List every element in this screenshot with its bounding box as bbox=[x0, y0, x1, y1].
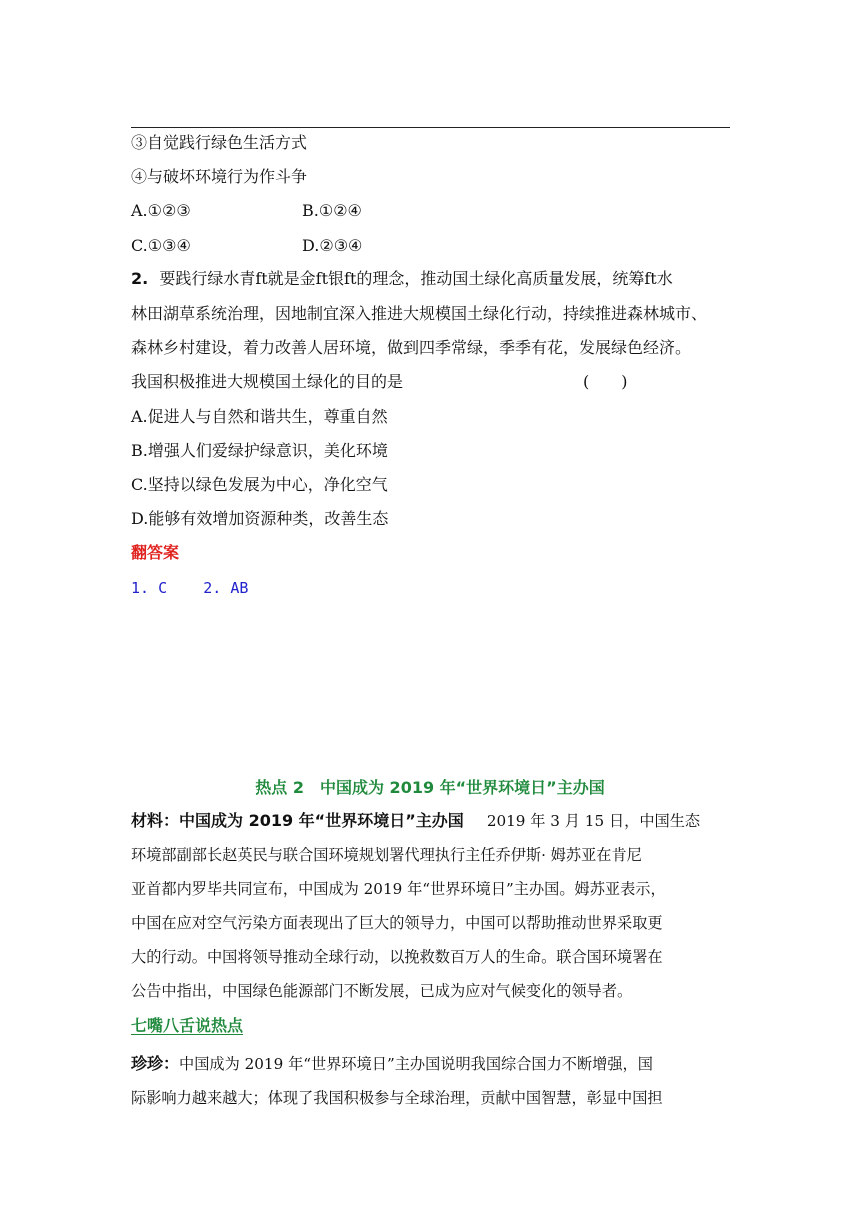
q2-choice-c: C.坚持以绿色发展为中心，净化空气 bbox=[131, 475, 388, 494]
speech-line-2: 际影响力越来越大；体现了我国积极参与全球治理，贡献中国智慧，彰显中国担 bbox=[131, 1089, 663, 1107]
question-2-line-2: 林田湖草系统治理，因地制宜深入推进大规模国土绿化行动，持续推进森林城市、 bbox=[131, 304, 708, 323]
material-line-5: 大的行动。中国将领导推动全球行动，以挽救数百万人的生命。联合国环境署在 bbox=[131, 948, 663, 966]
choice-b: B.①②④ bbox=[302, 201, 362, 220]
answer-values: 1. C 2. AB bbox=[131, 579, 249, 597]
header-rule bbox=[131, 127, 730, 128]
material-label: 材料：中国成为 2019 年“世界环境日”主办国 bbox=[131, 811, 464, 830]
q2-choice-a: A.促进人与自然和谐共生，尊重自然 bbox=[131, 407, 388, 426]
question-2-line-4: 我国积极推进大规模国土绿化的目的是 ( ) bbox=[131, 372, 628, 391]
material-line-6: 公告中指出，中国绿色能源部门不断发展，已成为应对气候变化的领导者。 bbox=[131, 982, 633, 1000]
hotspot-title: 热点 2 中国成为 2019 年“世界环境日”主办国 bbox=[255, 778, 605, 797]
choice-a: A.①②③ bbox=[131, 201, 191, 220]
discussion-heading: 七嘴八舌说热点 bbox=[131, 1016, 244, 1035]
choice-c: C.①③④ bbox=[131, 236, 191, 255]
material-line-4: 中国在应对空气污染方面表现出了巨大的领导力，中国可以帮助推动世界采取更 bbox=[131, 914, 663, 932]
choice-d: D.②③④ bbox=[302, 236, 363, 255]
question-2-line-3: 森林乡村建设，着力改善人居环境，做到四季常绿，季季有花，发展绿色经济。 bbox=[131, 338, 692, 357]
q2-choice-b: B.增强人们爱绿护绿意识，美化环境 bbox=[131, 441, 388, 460]
question-2-line-1: 2. 要践行绿水青ft就是金ft银ft的理念，推动国土绿化高质量发展，统筹ft水 bbox=[131, 269, 673, 288]
speaker-label: 珍珍： bbox=[131, 1054, 180, 1073]
option-item-3: ③自觉践行绿色生活方式 bbox=[131, 133, 308, 152]
q2-choice-d: D.能够有效增加资源种类，改善生态 bbox=[131, 509, 389, 528]
question-number: 2. bbox=[131, 269, 149, 288]
speech-line-1: 珍珍：中国成为 2019 年“世界环境日”主办国说明我国综合国力不断增强，国 bbox=[131, 1054, 653, 1073]
option-item-4: ④与破坏环境行为作斗争 bbox=[131, 167, 308, 186]
material-line-1: 材料：中国成为 2019 年“世界环境日”主办国 2019 年 3 月 15 日，中国生态 bbox=[131, 811, 701, 830]
material-line-2: 环境部副部长赵英民与联合国环境规划署代理执行主任乔伊斯· 姆苏亚在肯尼 bbox=[131, 846, 642, 864]
answer-heading: 翻答案 bbox=[131, 543, 180, 562]
material-line-3: 亚首都内罗毕共同宣布，中国成为 2019 年“世界环境日”主办国。姆苏亚表示， bbox=[131, 880, 666, 898]
answer-bracket: ( ) bbox=[583, 372, 628, 391]
